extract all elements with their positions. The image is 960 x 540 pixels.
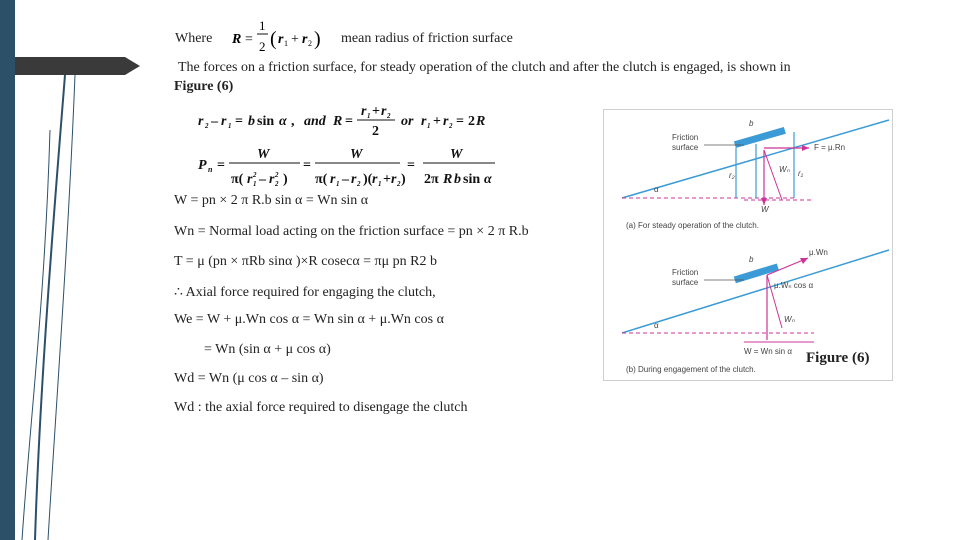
svg-text:+: + <box>291 32 299 47</box>
svg-text:2: 2 <box>372 124 379 139</box>
svg-text:2: 2 <box>397 180 401 187</box>
svg-text:Wₙ: Wₙ <box>779 165 790 174</box>
svg-text:–: – <box>259 172 266 187</box>
formula-block <box>195 103 505 187</box>
svg-text:1: 1 <box>367 112 371 120</box>
svg-text:μ.Wₙ cos α: μ.Wₙ cos α <box>774 281 814 290</box>
svg-text:W: W <box>350 147 363 162</box>
svg-text:1: 1 <box>378 180 382 187</box>
svg-text:2: 2 <box>253 171 257 179</box>
svg-text:α: α <box>279 114 287 129</box>
where-label: Where <box>175 31 213 46</box>
svg-text:b: b <box>248 114 255 129</box>
svg-text:1: 1 <box>253 180 257 187</box>
svg-text:and: and <box>304 114 326 129</box>
caption-b: (b) During engagement of the clutch. <box>626 365 756 374</box>
svg-text:F = μ.Rn: F = μ.Rn <box>814 143 846 152</box>
svg-text:): ) <box>401 172 406 187</box>
svg-text:W: W <box>761 205 769 214</box>
svg-text:2: 2 <box>308 39 312 48</box>
svg-text:=: = <box>217 158 225 173</box>
svg-text:2: 2 <box>205 122 209 130</box>
svg-text:)(: )( <box>363 172 373 187</box>
svg-text:1: 1 <box>259 18 266 33</box>
svg-text:π(: π( <box>231 172 244 187</box>
svg-text:+: + <box>433 114 441 129</box>
svg-text:r: r <box>361 104 367 119</box>
svg-text:n: n <box>208 165 213 174</box>
svg-text:r: r <box>221 114 227 129</box>
svg-text:2: 2 <box>275 180 279 187</box>
intro-line-1: The forces on a friction surface, for steady operation of the clutch and after the clutch is engaged, is shown in <box>178 60 791 75</box>
svg-text:r₁: r₁ <box>798 169 804 178</box>
caption-a: (a) For steady operation of the clutch. <box>626 221 759 230</box>
svg-text:or: or <box>401 114 414 129</box>
svg-text:W: W <box>257 147 270 162</box>
svg-text:r: r <box>391 172 397 187</box>
svg-text:R: R <box>333 114 343 129</box>
svg-text:r: r <box>302 32 308 47</box>
svg-text:–: – <box>342 172 349 187</box>
svg-text:r: r <box>443 114 449 129</box>
svg-text:r: r <box>381 104 387 119</box>
eq-We: We = W + μ.Wn cos α = Wn sin α + μ.Wn cos α <box>174 312 444 327</box>
svg-text:Friction: Friction <box>672 133 699 142</box>
svg-text:r: r <box>278 32 284 47</box>
svg-text:1: 1 <box>336 180 340 187</box>
intro-line-2: Figure (6) <box>174 79 234 94</box>
force-diagram-svg <box>604 110 892 380</box>
svg-text:Wₙ: Wₙ <box>784 315 795 324</box>
svg-text:μ.Wn: μ.Wn <box>809 248 828 257</box>
svg-text:=: = <box>407 158 415 173</box>
svg-text:2: 2 <box>357 180 361 187</box>
figure-6-diagram <box>603 109 893 381</box>
svg-text:P: P <box>198 158 207 173</box>
svg-text:2: 2 <box>449 122 453 130</box>
svg-text:2: 2 <box>387 112 391 120</box>
svg-text:r: r <box>269 172 275 187</box>
svg-text:(: ( <box>270 28 277 50</box>
svg-text:r: r <box>351 172 357 187</box>
svg-text:r: r <box>421 114 427 129</box>
svg-text:,: , <box>291 114 295 129</box>
svg-text:=: = <box>245 32 253 47</box>
svg-text:): ) <box>314 28 321 50</box>
svg-text:R: R <box>232 32 242 47</box>
eq-Wd-def: Wd : the axial force required to disengage the clutch <box>174 400 468 415</box>
svg-text:1: 1 <box>427 122 431 130</box>
mean-radius-text: mean radius of friction surface <box>341 31 513 46</box>
svg-text:R: R <box>443 172 453 187</box>
eq-Wn-def: Wn = Normal load acting on the friction surface = pn × 2 π R.b <box>174 224 529 239</box>
svg-text:surface: surface <box>672 278 699 287</box>
svg-text:2: 2 <box>468 114 475 129</box>
formula-mean-radius <box>230 18 330 56</box>
svg-text:sin: sin <box>257 114 275 129</box>
svg-text:b: b <box>749 255 754 264</box>
svg-text:+: + <box>372 104 380 119</box>
svg-text:=: = <box>456 114 464 129</box>
svg-text:W = Wn sin α: W = Wn sin α <box>744 347 792 356</box>
svg-text:2π: 2π <box>424 172 439 187</box>
dark-arrow-band <box>15 57 125 75</box>
svg-text:R: R <box>476 114 486 129</box>
svg-text:1: 1 <box>284 39 288 48</box>
svg-text:2: 2 <box>259 39 266 54</box>
svg-text:Friction: Friction <box>672 268 699 277</box>
svg-text:r: r <box>247 172 253 187</box>
svg-text:α: α <box>654 185 659 194</box>
svg-text:): ) <box>283 172 288 187</box>
svg-text:r: r <box>330 172 336 187</box>
svg-text:sin: sin <box>463 172 481 187</box>
svg-text:=: = <box>235 114 243 129</box>
svg-text:+: + <box>383 172 391 187</box>
svg-text:2: 2 <box>275 171 279 179</box>
eq-We-2: = Wn (sin α + μ cos α) <box>204 342 331 357</box>
svg-text:π(: π( <box>315 172 328 187</box>
axial-force-text: ∴ Axial force required for engaging the clutch, <box>174 285 436 300</box>
svg-text:r: r <box>198 114 204 129</box>
svg-text:b: b <box>749 119 754 128</box>
figure-caption: Figure (6) <box>806 350 870 366</box>
svg-text:1: 1 <box>228 122 232 130</box>
eq-Wd: Wd = Wn (μ cos α – sin α) <box>174 371 324 386</box>
eq-torque: T = μ (pn × πRb sinα )×R cosecα = πμ pn R2 b <box>174 254 437 269</box>
svg-text:α: α <box>654 321 659 330</box>
svg-text:surface: surface <box>672 143 699 152</box>
svg-text:α: α <box>484 172 492 187</box>
svg-text:r: r <box>372 172 378 187</box>
svg-text:b: b <box>454 172 461 187</box>
decorative-lines <box>0 0 140 540</box>
svg-text:=: = <box>345 114 353 129</box>
svg-text:–: – <box>211 114 218 129</box>
eq-W-pn: W = pn × 2 π R.b sin α = Wn sin α <box>174 193 369 208</box>
svg-text:r₂: r₂ <box>729 171 735 180</box>
svg-text:W: W <box>450 147 463 162</box>
svg-text:=: = <box>303 158 311 173</box>
